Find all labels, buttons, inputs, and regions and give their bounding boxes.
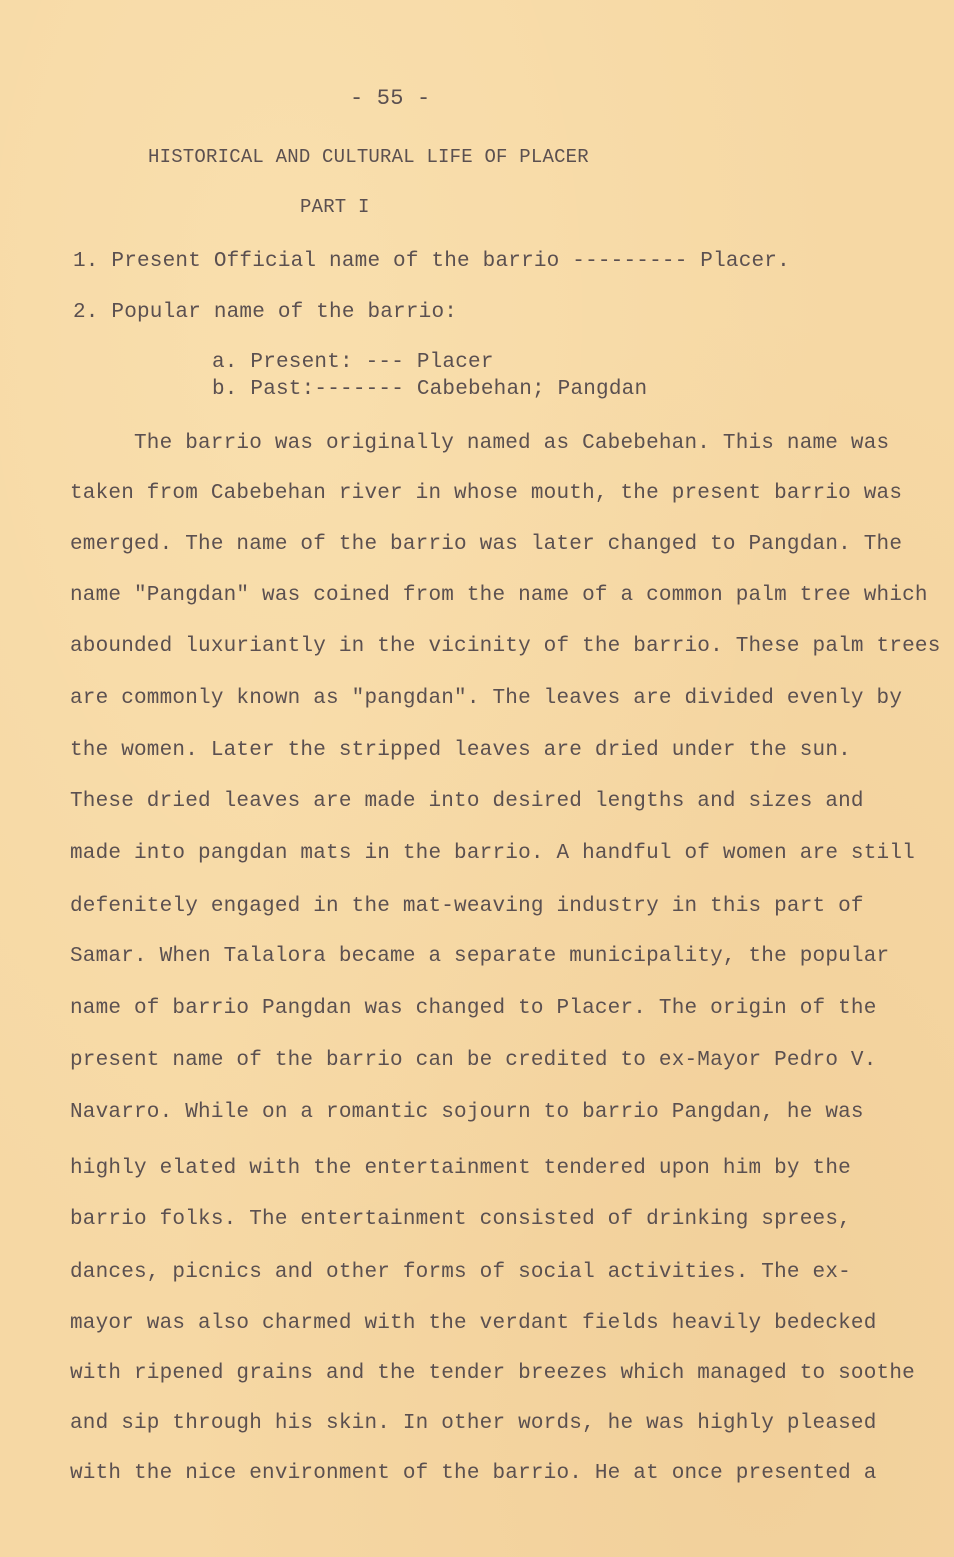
body-line: mayor was also charmed with the verdant fields heavily bedecked bbox=[70, 1312, 877, 1335]
body-line: made into pangdan mats in the barrio. A handful of women are still bbox=[70, 842, 915, 865]
body-line: The barrio was originally named as Cabebehan. This name was bbox=[134, 432, 890, 455]
body-line: the women. Later the stripped leaves are dried under the sun. bbox=[70, 739, 851, 762]
page-number: - 55 - bbox=[350, 86, 431, 111]
body-line: barrio folks. The entertainment consisted of drinking sprees, bbox=[70, 1208, 851, 1231]
body-line: with the nice environment of the barrio. He at once presented a bbox=[70, 1462, 877, 1485]
item-official-name: 1. Present Official name of the barrio --------- Placer. bbox=[73, 250, 790, 273]
item-popular-name: 2. Popular name of the barrio: bbox=[73, 301, 458, 324]
body-line: abounded luxuriantly in the vicinity of the barrio. These palm trees bbox=[70, 635, 941, 658]
body-line: name "Pangdan" was coined from the name of a common palm tree which bbox=[70, 584, 928, 607]
body-line: Samar. When Talalora became a separate municipality, the popular bbox=[70, 945, 890, 968]
body-line: present name of the barrio can be credited to ex-Mayor Pedro V. bbox=[70, 1049, 877, 1072]
document-title: HISTORICAL AND CULTURAL LIFE OF PLACER bbox=[148, 146, 589, 168]
body-line: defenitely engaged in the mat-weaving industry in this part of bbox=[70, 895, 864, 918]
body-line: name of barrio Pangdan was changed to Placer. The origin of the bbox=[70, 997, 877, 1020]
subitem-past: b. Past:------- Cabebehan; Pangdan bbox=[212, 378, 648, 401]
subitem-present: a. Present: --- Placer bbox=[212, 351, 494, 374]
body-line: dances, picnics and other forms of social activities. The ex- bbox=[70, 1261, 851, 1284]
body-line: highly elated with the entertainment tendered upon him by the bbox=[70, 1157, 851, 1180]
body-line: and sip through his skin. In other words, he was highly pleased bbox=[70, 1412, 877, 1435]
body-line: taken from Cabebehan river in whose mouth, the present barrio was bbox=[70, 482, 903, 505]
body-line: emerged. The name of the barrio was later changed to Pangdan. The bbox=[70, 533, 903, 556]
body-line: with ripened grains and the tender breezes which managed to soothe bbox=[70, 1362, 915, 1385]
body-line: are commonly known as "pangdan". The leaves are divided evenly by bbox=[70, 687, 903, 710]
body-line: Navarro. While on a romantic sojourn to barrio Pangdan, he was bbox=[70, 1101, 864, 1124]
body-line: These dried leaves are made into desired lengths and sizes and bbox=[70, 790, 864, 813]
part-heading: PART I bbox=[300, 196, 370, 218]
